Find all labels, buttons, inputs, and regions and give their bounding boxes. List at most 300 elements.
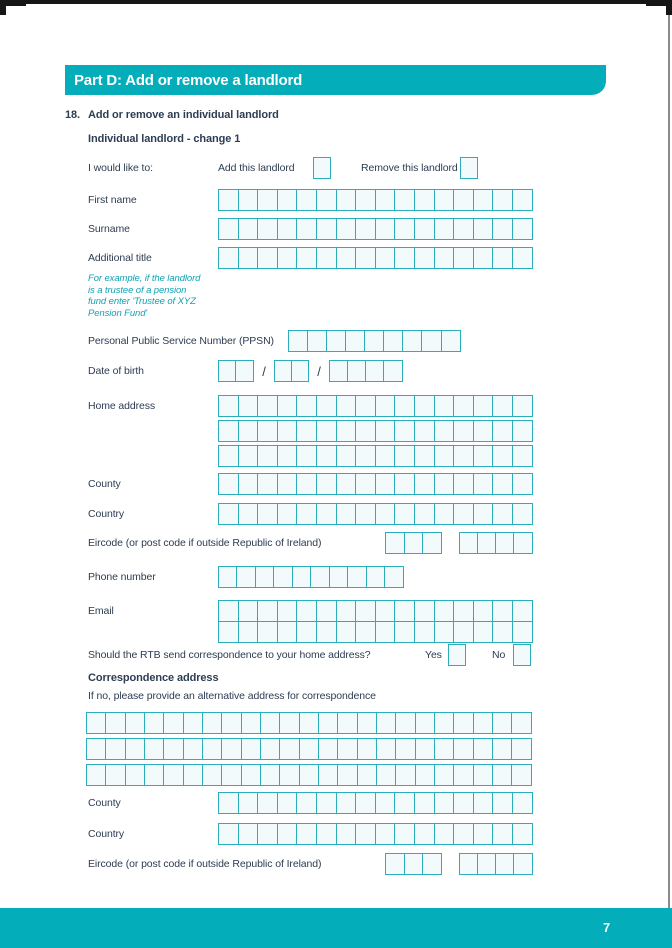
char-cell[interactable] (511, 712, 532, 734)
char-cell[interactable] (394, 218, 415, 240)
char-cell[interactable] (434, 189, 455, 211)
char-cell[interactable] (473, 738, 494, 760)
char-cell[interactable] (316, 792, 337, 814)
char-cell[interactable] (318, 764, 339, 786)
char-cell[interactable] (238, 792, 259, 814)
char-cell[interactable] (316, 395, 337, 417)
char-cell[interactable] (238, 473, 259, 495)
char-cell[interactable] (336, 503, 357, 525)
char-cell[interactable] (492, 738, 513, 760)
char-cell[interactable] (183, 712, 204, 734)
char-cell[interactable] (218, 360, 237, 382)
char-cell[interactable] (105, 738, 126, 760)
char-cell[interactable] (238, 823, 259, 845)
char-cell[interactable] (512, 792, 533, 814)
char-cell[interactable] (299, 764, 320, 786)
char-cell[interactable] (257, 420, 278, 442)
char-cell[interactable] (495, 532, 515, 554)
char-cell[interactable] (512, 445, 533, 467)
char-cell[interactable] (336, 420, 357, 442)
char-cell[interactable] (414, 445, 435, 467)
char-cell[interactable] (218, 823, 239, 845)
char-cell[interactable] (512, 218, 533, 240)
char-cell[interactable] (434, 445, 455, 467)
char-cell[interactable] (375, 247, 396, 269)
char-cell[interactable] (434, 712, 455, 734)
char-cell[interactable] (422, 532, 442, 554)
char-cell[interactable] (404, 532, 424, 554)
no-checkbox[interactable] (513, 644, 531, 666)
char-cell[interactable] (355, 792, 376, 814)
char-cell[interactable] (434, 247, 455, 269)
char-cell[interactable] (473, 189, 494, 211)
char-cell[interactable] (415, 712, 436, 734)
char-cell[interactable] (257, 473, 278, 495)
char-cell[interactable] (434, 792, 455, 814)
char-cell[interactable] (414, 247, 435, 269)
char-cell[interactable] (355, 823, 376, 845)
char-cell[interactable] (394, 621, 415, 643)
char-cell[interactable] (277, 621, 298, 643)
char-cell[interactable] (512, 503, 533, 525)
char-cell[interactable] (296, 823, 317, 845)
char-cell[interactable] (163, 712, 184, 734)
char-cell[interactable] (277, 792, 298, 814)
char-cell[interactable] (357, 764, 378, 786)
char-cell[interactable] (273, 566, 293, 588)
char-cell[interactable] (238, 621, 259, 643)
char-cell[interactable] (257, 792, 278, 814)
char-cell[interactable] (277, 218, 298, 240)
char-cell[interactable] (318, 738, 339, 760)
char-cell[interactable] (296, 247, 317, 269)
char-cell[interactable] (299, 738, 320, 760)
char-cell[interactable] (238, 503, 259, 525)
char-cell[interactable] (202, 712, 223, 734)
char-cell[interactable] (375, 621, 396, 643)
char-cell[interactable] (299, 712, 320, 734)
char-cell[interactable] (477, 532, 497, 554)
char-cell[interactable] (414, 395, 435, 417)
char-cell[interactable] (414, 218, 435, 240)
char-cell[interactable] (277, 600, 298, 622)
char-cell[interactable] (277, 395, 298, 417)
char-cell[interactable] (336, 189, 357, 211)
char-cell[interactable] (236, 566, 256, 588)
char-cell[interactable] (277, 473, 298, 495)
char-cell[interactable] (288, 330, 309, 352)
char-cell[interactable] (376, 764, 397, 786)
char-cell[interactable] (477, 853, 497, 875)
char-cell[interactable] (279, 764, 300, 786)
char-cell[interactable] (296, 395, 317, 417)
char-cell[interactable] (394, 792, 415, 814)
char-cell[interactable] (473, 792, 494, 814)
char-cell[interactable] (337, 764, 358, 786)
char-cell[interactable] (238, 247, 259, 269)
char-cell[interactable] (375, 792, 396, 814)
char-cell[interactable] (453, 395, 474, 417)
char-cell[interactable] (329, 566, 349, 588)
remove-landlord-checkbox[interactable] (460, 157, 478, 179)
char-cell[interactable] (144, 764, 165, 786)
char-cell[interactable] (492, 395, 513, 417)
char-cell[interactable] (318, 712, 339, 734)
char-cell[interactable] (241, 738, 262, 760)
char-cell[interactable] (394, 395, 415, 417)
char-cell[interactable] (221, 712, 242, 734)
char-cell[interactable] (402, 330, 423, 352)
char-cell[interactable] (394, 445, 415, 467)
char-cell[interactable] (296, 445, 317, 467)
char-cell[interactable] (453, 621, 474, 643)
char-cell[interactable] (414, 600, 435, 622)
char-cell[interactable] (512, 395, 533, 417)
char-cell[interactable] (473, 420, 494, 442)
char-cell[interactable] (238, 218, 259, 240)
char-cell[interactable] (316, 189, 337, 211)
char-cell[interactable] (257, 600, 278, 622)
char-cell[interactable] (434, 764, 455, 786)
char-cell[interactable] (257, 823, 278, 845)
char-cell[interactable] (221, 764, 242, 786)
char-cell[interactable] (512, 420, 533, 442)
char-cell[interactable] (394, 247, 415, 269)
char-cell[interactable] (316, 420, 337, 442)
char-cell[interactable] (218, 600, 239, 622)
char-cell[interactable] (357, 738, 378, 760)
char-cell[interactable] (512, 823, 533, 845)
char-cell[interactable] (238, 445, 259, 467)
char-cell[interactable] (347, 360, 367, 382)
char-cell[interactable] (395, 712, 416, 734)
char-cell[interactable] (512, 189, 533, 211)
char-cell[interactable] (453, 420, 474, 442)
char-cell[interactable] (492, 420, 513, 442)
char-cell[interactable] (296, 473, 317, 495)
char-cell[interactable] (296, 189, 317, 211)
char-cell[interactable] (144, 712, 165, 734)
char-cell[interactable] (434, 823, 455, 845)
char-cell[interactable] (473, 764, 494, 786)
char-cell[interactable] (277, 445, 298, 467)
char-cell[interactable] (310, 566, 330, 588)
char-cell[interactable] (202, 738, 223, 760)
char-cell[interactable] (375, 600, 396, 622)
char-cell[interactable] (257, 445, 278, 467)
char-cell[interactable] (453, 503, 474, 525)
char-cell[interactable] (383, 330, 404, 352)
char-cell[interactable] (434, 621, 455, 643)
char-cell[interactable] (375, 395, 396, 417)
char-cell[interactable] (296, 621, 317, 643)
char-cell[interactable] (296, 792, 317, 814)
char-cell[interactable] (453, 764, 474, 786)
char-cell[interactable] (218, 792, 239, 814)
char-cell[interactable] (345, 330, 366, 352)
char-cell[interactable] (434, 473, 455, 495)
char-cell[interactable] (260, 764, 281, 786)
char-cell[interactable] (512, 473, 533, 495)
char-cell[interactable] (257, 247, 278, 269)
char-cell[interactable] (257, 395, 278, 417)
char-cell[interactable] (355, 189, 376, 211)
char-cell[interactable] (511, 738, 532, 760)
char-cell[interactable] (355, 503, 376, 525)
char-cell[interactable] (394, 503, 415, 525)
char-cell[interactable] (492, 712, 513, 734)
char-cell[interactable] (337, 712, 358, 734)
char-cell[interactable] (105, 764, 126, 786)
char-cell[interactable] (473, 473, 494, 495)
char-cell[interactable] (255, 566, 275, 588)
char-cell[interactable] (414, 503, 435, 525)
char-cell[interactable] (434, 395, 455, 417)
char-cell[interactable] (385, 532, 405, 554)
char-cell[interactable] (86, 764, 107, 786)
char-cell[interactable] (473, 247, 494, 269)
char-cell[interactable] (125, 738, 146, 760)
char-cell[interactable] (364, 330, 385, 352)
char-cell[interactable] (394, 420, 415, 442)
char-cell[interactable] (434, 503, 455, 525)
char-cell[interactable] (316, 218, 337, 240)
char-cell[interactable] (183, 738, 204, 760)
char-cell[interactable] (316, 621, 337, 643)
char-cell[interactable] (218, 189, 239, 211)
char-cell[interactable] (512, 247, 533, 269)
char-cell[interactable] (453, 712, 474, 734)
char-cell[interactable] (326, 330, 347, 352)
char-cell[interactable] (375, 189, 396, 211)
char-cell[interactable] (277, 503, 298, 525)
char-cell[interactable] (355, 445, 376, 467)
char-cell[interactable] (394, 823, 415, 845)
char-cell[interactable] (511, 764, 532, 786)
char-cell[interactable] (492, 792, 513, 814)
char-cell[interactable] (279, 738, 300, 760)
char-cell[interactable] (238, 420, 259, 442)
char-cell[interactable] (355, 621, 376, 643)
char-cell[interactable] (218, 420, 239, 442)
char-cell[interactable] (277, 823, 298, 845)
char-cell[interactable] (473, 621, 494, 643)
char-cell[interactable] (492, 218, 513, 240)
char-cell[interactable] (336, 621, 357, 643)
char-cell[interactable] (218, 473, 239, 495)
char-cell[interactable] (355, 247, 376, 269)
char-cell[interactable] (453, 218, 474, 240)
char-cell[interactable] (434, 738, 455, 760)
char-cell[interactable] (375, 420, 396, 442)
char-cell[interactable] (434, 218, 455, 240)
char-cell[interactable] (384, 566, 404, 588)
char-cell[interactable] (257, 189, 278, 211)
char-cell[interactable] (453, 247, 474, 269)
char-cell[interactable] (414, 189, 435, 211)
char-cell[interactable] (512, 621, 533, 643)
char-cell[interactable] (395, 738, 416, 760)
char-cell[interactable] (336, 218, 357, 240)
char-cell[interactable] (434, 600, 455, 622)
char-cell[interactable] (218, 445, 239, 467)
char-cell[interactable] (336, 395, 357, 417)
char-cell[interactable] (473, 395, 494, 417)
char-cell[interactable] (337, 738, 358, 760)
char-cell[interactable] (163, 738, 184, 760)
char-cell[interactable] (415, 738, 436, 760)
char-cell[interactable] (316, 473, 337, 495)
char-cell[interactable] (316, 600, 337, 622)
char-cell[interactable] (257, 621, 278, 643)
char-cell[interactable] (307, 330, 328, 352)
char-cell[interactable] (260, 738, 281, 760)
char-cell[interactable] (414, 473, 435, 495)
char-cell[interactable] (513, 532, 533, 554)
char-cell[interactable] (453, 473, 474, 495)
char-cell[interactable] (316, 503, 337, 525)
char-cell[interactable] (279, 712, 300, 734)
char-cell[interactable] (218, 621, 239, 643)
char-cell[interactable] (296, 218, 317, 240)
char-cell[interactable] (163, 764, 184, 786)
char-cell[interactable] (355, 420, 376, 442)
char-cell[interactable] (441, 330, 462, 352)
char-cell[interactable] (473, 503, 494, 525)
char-cell[interactable] (492, 473, 513, 495)
char-cell[interactable] (357, 712, 378, 734)
char-cell[interactable] (365, 360, 385, 382)
char-cell[interactable] (86, 712, 107, 734)
char-cell[interactable] (512, 600, 533, 622)
char-cell[interactable] (296, 600, 317, 622)
char-cell[interactable] (414, 621, 435, 643)
char-cell[interactable] (274, 360, 292, 382)
yes-checkbox[interactable] (448, 644, 466, 666)
char-cell[interactable] (414, 792, 435, 814)
char-cell[interactable] (291, 360, 309, 382)
char-cell[interactable] (414, 823, 435, 845)
char-cell[interactable] (355, 218, 376, 240)
char-cell[interactable] (453, 445, 474, 467)
char-cell[interactable] (375, 473, 396, 495)
char-cell[interactable] (375, 445, 396, 467)
char-cell[interactable] (459, 532, 479, 554)
char-cell[interactable] (355, 473, 376, 495)
char-cell[interactable] (473, 823, 494, 845)
char-cell[interactable] (422, 853, 442, 875)
char-cell[interactable] (492, 823, 513, 845)
char-cell[interactable] (202, 764, 223, 786)
char-cell[interactable] (218, 395, 239, 417)
char-cell[interactable] (404, 853, 424, 875)
char-cell[interactable] (492, 600, 513, 622)
char-cell[interactable] (434, 420, 455, 442)
char-cell[interactable] (473, 218, 494, 240)
char-cell[interactable] (473, 600, 494, 622)
char-cell[interactable] (277, 247, 298, 269)
char-cell[interactable] (241, 712, 262, 734)
char-cell[interactable] (492, 247, 513, 269)
char-cell[interactable] (394, 600, 415, 622)
char-cell[interactable] (329, 360, 349, 382)
char-cell[interactable] (376, 712, 397, 734)
char-cell[interactable] (238, 600, 259, 622)
char-cell[interactable] (473, 712, 494, 734)
char-cell[interactable] (316, 445, 337, 467)
char-cell[interactable] (336, 823, 357, 845)
char-cell[interactable] (316, 247, 337, 269)
char-cell[interactable] (257, 218, 278, 240)
char-cell[interactable] (292, 566, 312, 588)
char-cell[interactable] (453, 738, 474, 760)
char-cell[interactable] (125, 764, 146, 786)
char-cell[interactable] (183, 764, 204, 786)
char-cell[interactable] (218, 218, 239, 240)
char-cell[interactable] (453, 792, 474, 814)
char-cell[interactable] (257, 503, 278, 525)
char-cell[interactable] (394, 189, 415, 211)
char-cell[interactable] (296, 503, 317, 525)
char-cell[interactable] (421, 330, 442, 352)
char-cell[interactable] (316, 823, 337, 845)
char-cell[interactable] (238, 189, 259, 211)
char-cell[interactable] (260, 712, 281, 734)
char-cell[interactable] (414, 420, 435, 442)
char-cell[interactable] (336, 792, 357, 814)
char-cell[interactable] (86, 738, 107, 760)
char-cell[interactable] (453, 189, 474, 211)
char-cell[interactable] (355, 395, 376, 417)
char-cell[interactable] (453, 600, 474, 622)
char-cell[interactable] (473, 445, 494, 467)
char-cell[interactable] (277, 189, 298, 211)
char-cell[interactable] (492, 445, 513, 467)
char-cell[interactable] (375, 823, 396, 845)
char-cell[interactable] (355, 600, 376, 622)
char-cell[interactable] (336, 473, 357, 495)
char-cell[interactable] (221, 738, 242, 760)
char-cell[interactable] (296, 420, 317, 442)
char-cell[interactable] (492, 189, 513, 211)
char-cell[interactable] (218, 247, 239, 269)
char-cell[interactable] (375, 218, 396, 240)
char-cell[interactable] (238, 395, 259, 417)
char-cell[interactable] (347, 566, 367, 588)
add-landlord-checkbox[interactable] (313, 157, 331, 179)
char-cell[interactable] (105, 712, 126, 734)
char-cell[interactable] (277, 420, 298, 442)
char-cell[interactable] (492, 764, 513, 786)
char-cell[interactable] (495, 853, 515, 875)
char-cell[interactable] (459, 853, 479, 875)
char-cell[interactable] (453, 823, 474, 845)
char-cell[interactable] (366, 566, 386, 588)
char-cell[interactable] (241, 764, 262, 786)
char-cell[interactable] (218, 503, 239, 525)
char-cell[interactable] (144, 738, 165, 760)
char-cell[interactable] (376, 738, 397, 760)
char-cell[interactable] (383, 360, 403, 382)
char-cell[interactable] (385, 853, 405, 875)
char-cell[interactable] (492, 621, 513, 643)
char-cell[interactable] (235, 360, 254, 382)
char-cell[interactable] (375, 503, 396, 525)
char-cell[interactable] (336, 600, 357, 622)
char-cell[interactable] (492, 503, 513, 525)
char-cell[interactable] (394, 473, 415, 495)
char-cell[interactable] (336, 445, 357, 467)
